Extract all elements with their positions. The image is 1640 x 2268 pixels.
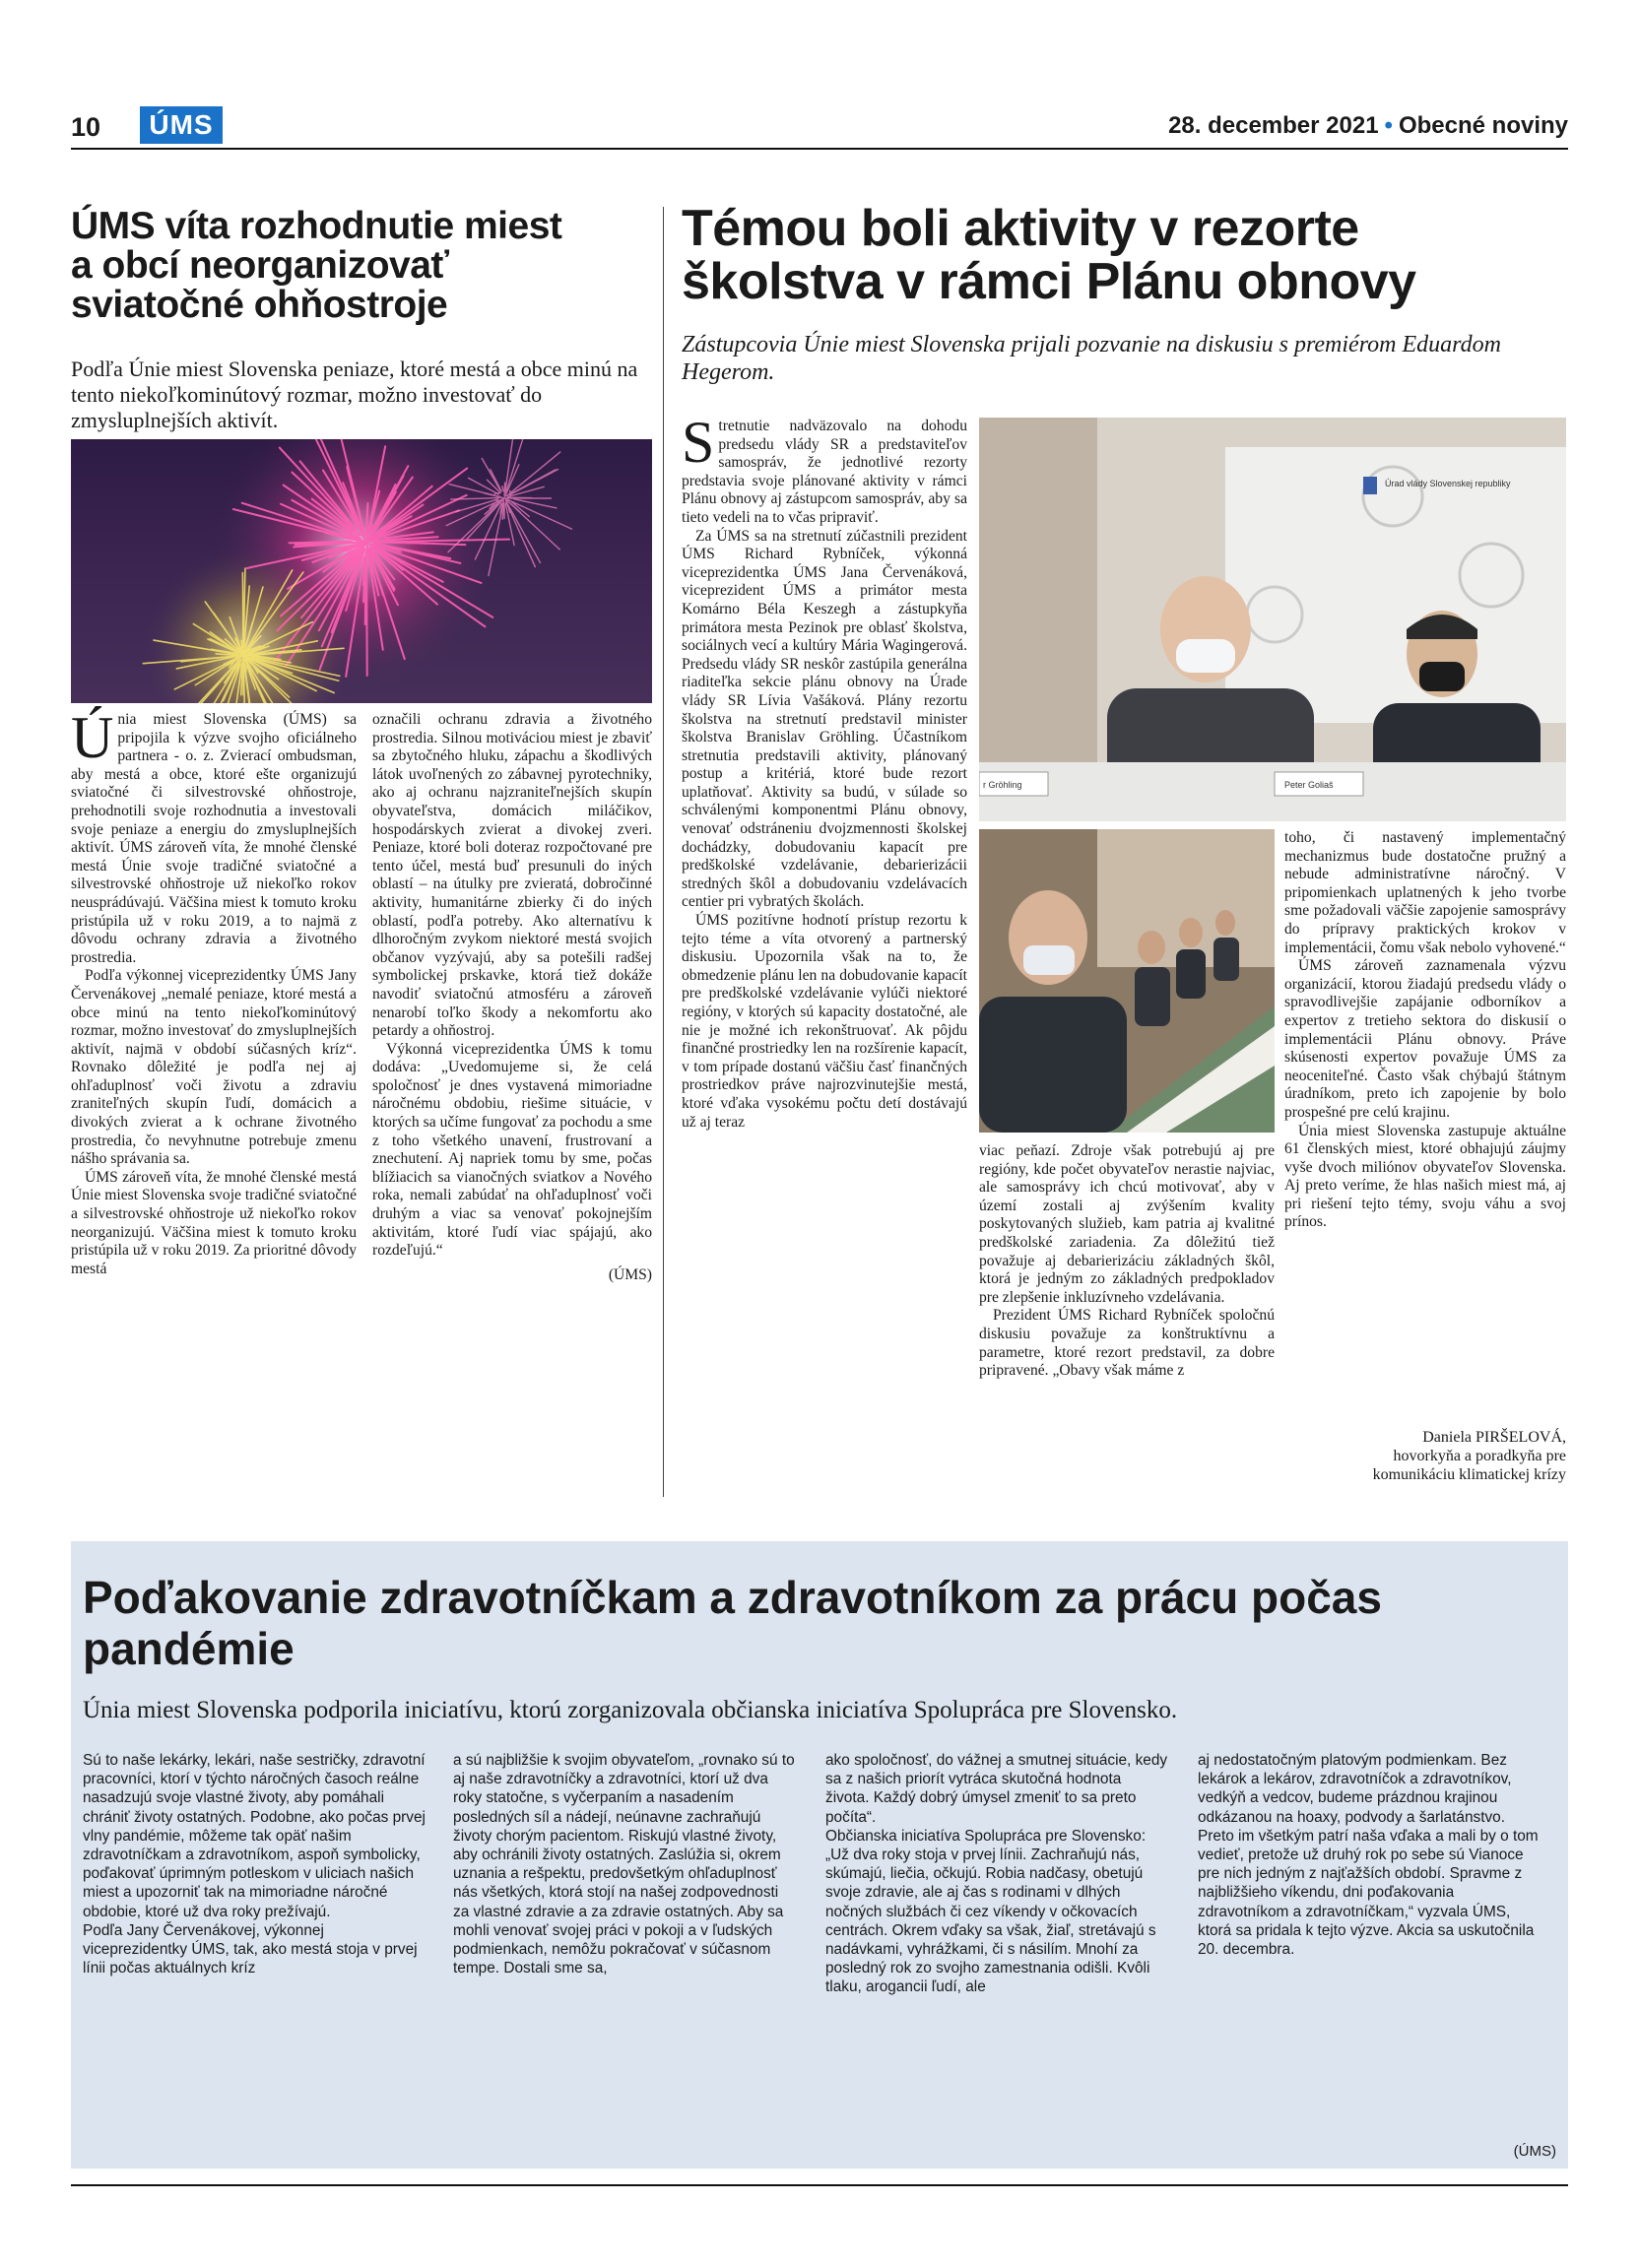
footer-rule [71,2184,1568,2186]
left-article-lead: Podľa Únie miest Slovenska peniaze, ktoré mestá a obce minú na tento niekoľkominútový rozmar, možno investovať do zmysluplnejších aktivít. [71,356,638,432]
name-card-grohling: r Gröhling [983,780,1022,790]
firework-spark [229,654,242,655]
author-role: hovorkyňa a poradkyňa pre [1393,1448,1566,1464]
column-divider [663,207,664,1497]
right-article-column-2 [979,1142,1275,1381]
meeting-photo-table [979,829,1275,1133]
firework-spark [505,439,514,491]
article-source: (ÚMS) [608,1265,652,1283]
photo-label-government: Úrad vlády Slovenskej republiky [1385,479,1511,488]
ums-logo: ÚMS [140,106,223,144]
right-article-column-1 [682,410,967,1132]
paragraph: viac peňazí. Zdroje však potrebujú aj pre regióny, kde počet obyvateľov nerastie najviac, ale samosprávy ich chcú motivovať, aby v území zostali aj zvýšením kvality poskytovaných služieb, kam patria aj kvalitné predškolské zariadenia. Za dôležitú tiež považuje aj debarierizáciu základných škôl, ktorá je jedným zo základných predpokladov pre zlepšenie inkluzívneho vzdelávania. [979,1142,1275,1306]
paragraph: Za ÚMS sa na stretnutí zúčastnili prezident ÚMS Richard Rybníček, výkonná viceprezidentka ÚMS Jana Červenáková, viceprezident ÚMS a primátor mesta Komárno Béla Keszegh a zástupkyňa primátora mesta Pezinok pre oblasť školstva, sociálnych vecí a kultúry Mária Wagingerová. Predsedu vlády SR neskôr zastúpila generálna riaditeľka sekcie plánu obnovy na Úrade vlády SR Lívia Vašáková. Plány rezortu školstva na stretnutí predstavil minister školstva Branislav Gröhling. Účastníkom stretnutia predstavili aktivity, plánovaný postup a kritériá, ktoré bude rezort uplatňovať. Aktivity sa budú, v súlade so schválenými komponentmi Plánu obnovy, venovať odstráneniu dvojzmennosti školskej dochádzky, dobudovaniu kapacít pre predškolské vzdelávanie, debarierizácii stredných škôl a dobudovaniu vzdelávacích centier pri vybratých školách. [682,527,967,911]
firework-spark [366,551,367,676]
paragraph: a sú najbližšie k svojim obyvateľom, „rovnako sú to aj naše zdravotníčky a zdravotníci, ktorí už dva roky statočne, s vyčerpaním a nasadením posledných síl a nádejí, neúnavne zachraňujú životy chorým pacientom. Riskujú vlastné životy, aby ochránili životy ostatných. Zaslúžia si, okrem uznania a rešpektu, predovšetkým ohľaduplnosť nás všetkých, ktorá stojí na našej zodpovednosti za vlastné zdravie a za zdravie ostatných. Aby sa mohli venovať svojej práci v pokoji a v ľudských podmienkach, nemôžu pokračovať v súčasnom tempe. Dostali sme sa, [453,1752,795,1977]
fireworks-photo [71,439,652,703]
header-separator: • [1384,112,1393,139]
issue-date: 28. december 2021 [1168,112,1379,139]
paragraph: ako spoločnosť, do vážnej a smutnej situácie, kedy sa z našich priorít vytráca skutočná hodnota života. Každý dobrý úmysel zmeniť to sa preto počíta“. [825,1752,1168,1826]
box-column-1 [83,1751,426,1977]
paragraph: označili ochranu zdravia a životného prostredia. Silnou motiváciou miest je zbaviť sa zbytočného hluku, zápachu a škodlivých látok uvoľnených zo zábavnej pyrotechniky, ako aj ochranu najzraniteľnejších skupín obyvateľstva, domácich miláčikov, hospodárskych zvierat a divokej zveri. Peniaze, ktoré boli doteraz rozpočtované pre tento účel, mestá buď presunuli do iných oblastí – na útulky pre zvieratá, dobročinné aktivity, humanitárne zbierky či do iných oblastí, podľa potreby. Ako alternatívu k dlhoročným zvykom niektoré mestá svojich občanov vyzývajú, aby sa potešili radšej symbolickej prskavke, ktorá tiež dokáže navodiť sviatočnú atmosféru a zároveň nenarobí toľko škody a nekomfortu ako petardy a ohňostroj. [372,711,652,1040]
firework-spark [512,502,530,517]
paragraph: Výkonná viceprezidentka ÚMS k tomu dodáva: „Uvedomujeme si, že celá spoločnosť je dnes vystavená mimoriadne náročnému obdobiu, riešime situácie, v ktorých sa učíme fungovať za pochodu a sme z toho všetkého unavení, frustrovaní a znechutení. Aj napriek tomu by sme, počas blížiacich sa vianočných sviatkov a Nového roka, nemali zabúdať na ohľaduplnosť voči druhým a viac sa venovať pokojnejším aktivitám, ktoré ľudí viac spájajú, ako rozdeľujú.“ [372,1040,652,1260]
box-title: Poďakovanie zdravotníčkam a zdravotníkom za prácu počas pandémie [83,1572,1382,1674]
author-name: Daniela PIRŠELOVÁ, [1422,1429,1566,1446]
page-header [71,106,1568,152]
name-card-golias: Peter Goliaš [1284,780,1334,790]
paragraph: aj nedostatočným platovým podmienkam. Bez lekárok a lekárov, zdravotníčok a zdravotníkov, vedkýň a vedcov, budeme prázdnou krajinou odkázanou na hoaxy, podvody a šarlatánstvo. Preto im všetkým patrí naša vďaka a mali by o tom vedieť, pretože už druhý rok po sebe sú Vianoce pre nich jedným z najťažších období. Spravme z najbližšieho víkendu, dni poďakovania zdravotníkom a zdravotníčkam,“ vyzvala ÚMS, ktorá sa pridala k tejto výzve. Akcia sa uskutočnila 20. decembra. [1198,1752,1539,1959]
box-column-text [1198,1751,1541,1959]
left-article-column-1 [71,705,357,1278]
header-rule [71,148,1568,150]
meeting-photo-main [979,418,1566,821]
paragraph: ÚMS pozitívne hodnotí prístup rezortu k tejto téme a víta otvorený a partnerský diskusiu. Upozornila však na to, že obmedzenie plánu len na dobudovanie kapacít pre predškolské vzdelávanie vylúči niektoré regióny, v ktorých sú kapacity dostatočné, ale nie je možné ich rekonštruovať. Ak pôjdu finančné prostriedky len na rozšírenie kapacít, v tom prípade dostanú väčšiu časť finančných prostriedkov práve najrozvinutejšie mestá, ktoré vďaka vysokému počtu detí dostávajú už aj teraz [682,912,967,1131]
publication-name: Obecné noviny [1398,112,1568,139]
box-column-2 [453,1751,796,1977]
paragraph-text: tretnutie nadväzovalo na dohodu predsedu vlády SR a predstaviteľov samospráv, že jednotlivé rezorty predstavia svoje plánované aktivity v rámci Plánu obnovy aj zástupcom samospráv, aby sa tieto vedeli na to včas pripraviť. [682,418,967,526]
right-article-column-3 [1284,829,1566,1232]
paragraph-text: nia miest Slovenska (ÚMS) sa pripojila k výzve svojho oficiálneho partnera - o. z. Zvierací ombudsman, aby mestá a obce, ktoré ešte organizujú sviatočné či silvestrovské ohňostroje, prehodnotili svoje rozhodnutia a investovali svoje peniaze a energiu do zmysluplnejších aktivít. ÚMS zároveň víta, že mnohé členské mestá Únie svoje tradičné sviatočné a silvestrovské ohňostroje už niekoľko rokov neusprádúvajú. Väčšina miest k tomuto kroku pristúpila už v roku 2019, a to najmä z dôvodu ochrany zdravia a životného prostredia. [71,711,357,966]
firework-spark [494,493,499,494]
box-column-4 [1198,1751,1541,1959]
drop-cap: S [682,410,715,475]
box-column-text [83,1751,426,1977]
paragraph: Podľa výkonnej viceprezidentky ÚMS Jany Červenákovej „nemalé peniaze, ktoré mestá a obce minú na tento niekoľkominútový rozmar, možno investovať do zmysluplnejších aktivít, najmä v období súčasných kríz“. Rovnako dôležité je podľa nej aj ohľaduplnosť voči životu a zdraviu zraniteľných skupín ľudí, domácich a divokých zvierat a k ochrane životného prostredia, čo nevyhnutne potrebuje zmenu nášho správania sa. [71,967,357,1168]
firework-spark [504,483,505,495]
box-column-3 [825,1751,1168,1997]
right-article-lead: Zástupcovia Únie miest Slovenska prijali pozvanie na diskusiu s premiérom Eduardom Hegerom. [682,332,1501,385]
paragraph [682,410,967,528]
paragraph: toho, či nastavený implementačný mechanizmus bude dostatočne pružný a nebude administratívne náročný. V pripomienkach uplatnených k jeho tvorbe sme požadovali väčšie zapojenie samosprávy do prípravy praktických krokov v implementácii, čomu však nebolo vyhovené.“ [1284,829,1566,956]
author-role: komunikáciu klimatickej krízy [1372,1466,1566,1483]
paragraph: Občianska iniciatíva Spolupráca pre Slovensko: „Už dva roky stoja v prvej línii. Zachraňujú nás, skúmajú, liečia, očkujú. Robia nadčasy, obetujú svoje zdravie, ale aj čas s rodinami v dlhých nočných službách či cez víkendy v očkovacích centrách. Okrem vďaky sa však, žiaľ, stretávajú s nadávkami, vyhrážkami, či s násilím. Mnohí za posledný rok zo svojho zamestnania odišli. Kvôli tlaku, arogancii ľudí, ale [825,1827,1156,1996]
drop-cap: Ú [71,705,114,770]
paragraph: ÚMS zároveň zaznamenala výzvu organizácií, ktorou žiadajú predsedu vlády o spravodlivejšie zapájanie odborníkov a expertov z tretieho sektora do diskusií o implementácii Plánu obnovy. Práve skúsenosti expertov považuje ÚMS za neoceniteľné. Často však chýbajú štátnym úradníkom, preto ich zapojenie by bolo prospešné pre celú krajinu. [1284,957,1566,1121]
article-signature [1280,1428,1566,1484]
right-article-title: Témou boli aktivity v rezorte školstva v rámci Plánu obnovy [682,200,1416,310]
firework-spark [502,486,503,491]
firework-spark [513,499,557,508]
page-number: 10 [71,112,101,142]
header-info [1168,112,1568,140]
box-lead: Únia miest Slovenska podporila iniciatívu, ktorú zorganizovala občianska iniciatíva Spolupráca pre Slovensko. [83,1697,1178,1723]
paragraph [71,705,357,967]
paragraph: Sú to naše lekárky, lekári, naše sestričky, zdravotní pracovníci, ktorí v týchto náročných časoch reálne nasadzujú svoje vlastné životy, aby pomáhali chrániť životy ostatných. Podobne, ako počas prvej vlny pandémie, môžeme tak opäť našim zdravotníčkam a zdravotníkom, aspoň symbolicky, poďakovať úprimným potleskom v uliciach našich miest a upozorniť tak na mimoriadne náročné obdobie, ktoré už dva roky prežívajú. [83,1752,426,1920]
box-column-text [453,1751,796,1977]
paragraph: ÚMS zároveň víta, že mnohé členské mestá Únie miest Slovenska svoje tradičné sviatočné a silvestrovské ohňostroje už niekoľko rokov neorganizujú. Väčšina miest k tomuto kroku pristúpila už v roku 2019. Za prioritné dôvody mestá [71,1168,357,1277]
firework-spark [507,486,544,496]
box-column-text [825,1751,1168,1997]
paragraph: Únia miest Slovenska zastupuje aktuálne 61 členských miest, ktoré obhajujú záujmy vyše dvoch miliónov obyvateľov Slovenska. Aj preto veríme, že hlas našich miest má, aj pri riešení tejto témy, svoju váhu a svoj prínos. [1284,1122,1566,1231]
left-article-column-2 [372,711,652,1284]
paragraph: Prezident ÚMS Richard Rybníček spoločnú diskusiu považuje za konštruktívnu a parametre, ktoré rezort predstavil, za dobre pripravené. „Obavy však máme z [979,1307,1275,1380]
paragraph: Podľa Jany Červenákovej, výkonnej viceprezidentky ÚMS, tak, ako mestá stoja v prvej línii počas aktuálnych kríz [83,1921,418,1977]
left-article-title: ÚMS víta rozhodnutie miest a obcí neorganizovať sviatočné ohňostroje [71,205,562,326]
box-source: (ÚMS) [1513,2143,1556,2160]
